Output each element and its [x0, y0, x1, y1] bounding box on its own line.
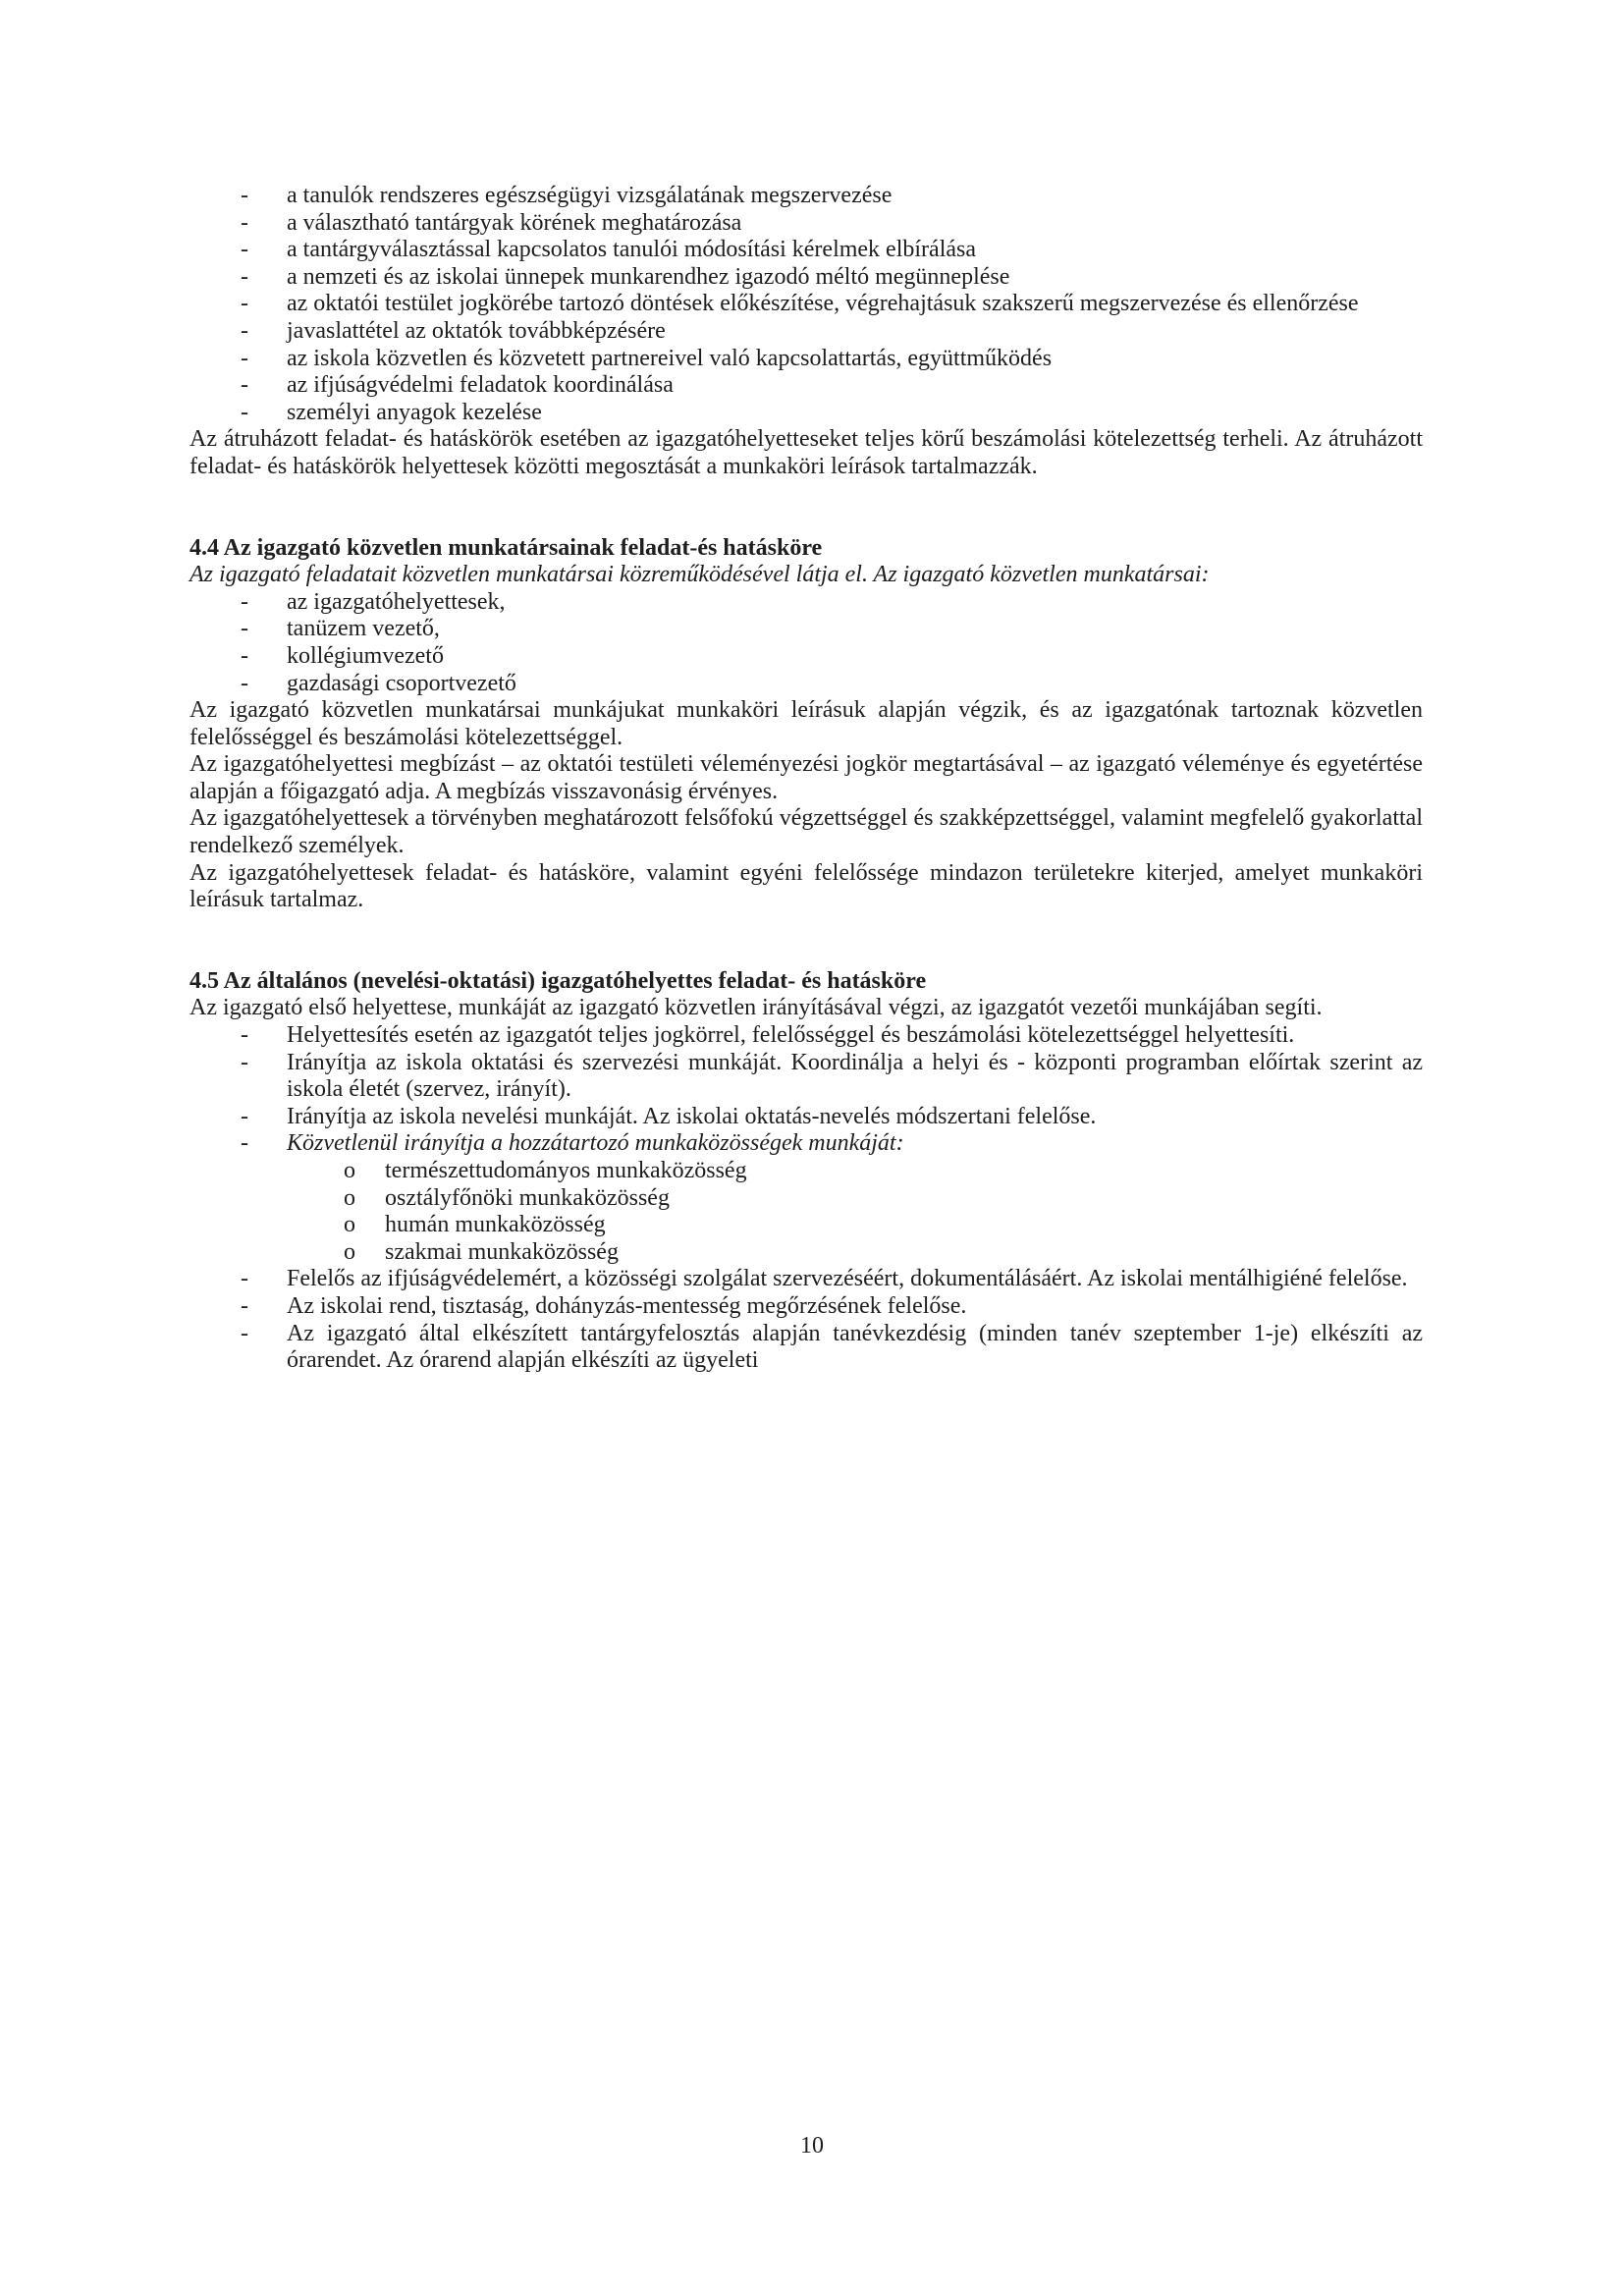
- list-item: - kollégiumvezető: [241, 642, 444, 669]
- circle-bullet: o: [344, 1158, 355, 1183]
- transfer-paragraph: Az átruházott feladat- és hatáskörök esetében az igazgatóhelyetteseket teljes körű beszámolási kötelezettség terheli. Az átruházott feladat- és hatáskörök helyettesek közötti megosztását a munkaköri leírások tartalmazzák.: [189, 426, 1423, 479]
- dash-bullet: -: [241, 670, 248, 696]
- list-item: - javaslattétel az oktatók továbbképzésére: [241, 317, 666, 344]
- list-item: - Irányítja az iskola nevelési munkáját. Az iskolai oktatás-nevelés módszertani felelőse.: [241, 1103, 1097, 1129]
- section-4-4-intro: Az igazgató feladatait közvetlen munkatársai közreműködésével látja el. Az igazgató közvetlen munkatársai:: [189, 562, 1210, 588]
- paragraph: Az igazgatóhelyettesek a törvényben meghatározott felsőfokú végzettséggel és szakképzettséggel, valamint megfelelő gyakorlattal rendelkező személyek.: [189, 805, 1423, 859]
- list-item: - Helyettesítés esetén az igazgatót teljes jogkörrel, felelősséggel és beszámolási kötelezettséggel helyettesíti.: [241, 1022, 1295, 1049]
- direct-staff-list: [189, 589, 1423, 697]
- list-item: - Az igazgató által elkészített tantárgyfelosztás alapján tanévkezdésig (minden tanév szeptember 1-je) elkészíti az órarendet. Az órarend alapján elkészíti az ügyeleti: [241, 1320, 1423, 1374]
- dash-bullet: -: [241, 1320, 248, 1346]
- sublist-item: o természettudományos munkaközösség: [344, 1158, 747, 1183]
- list-item: - Irányítja az iskola oktatási és szervezési munkáját. Koordinálja a helyi és - központi programban előírtak szerint az iskola életét (szervez, irányít).: [241, 1049, 1423, 1103]
- dash-bullet: -: [241, 1292, 248, 1319]
- dash-bullet: -: [241, 209, 248, 236]
- paragraph: Az igazgatóhelyettesi megbízást – az oktatói testületi véleményezési jogkör megtartásával – az igazgató véleménye és egyetértése alapján a főigazgató adja. A megbízás visszavonásig érvényes.: [189, 751, 1423, 804]
- spacer: [189, 481, 1423, 535]
- responsibilities-list: [189, 183, 1423, 426]
- section-heading-4-5: 4.5 Az általános (nevelési-oktatási) igazgatóhelyettes feladat- és hatásköre: [189, 967, 927, 994]
- dash-bullet: -: [241, 1049, 248, 1075]
- dash-bullet: -: [241, 183, 248, 208]
- list-item: - az iskola közvetlen és közvetett partnereivel való kapcsolattartás, együttműködés: [241, 345, 1053, 371]
- list-item: - Közvetlenül irányítja a hozzátartozó munkaközösségek munkáját: o természettudományos munkaközösség o osztályfőnöki munkaközösség o humán munkaközösség o szakmai munkaközösség: [189, 1130, 1423, 1266]
- sublist-item: o humán munkaközösség: [344, 1212, 606, 1238]
- work-communities-sublist: [189, 1158, 1423, 1266]
- dash-bullet: -: [241, 263, 248, 290]
- list-item: - gazdasági csoportvezető: [241, 670, 516, 696]
- sublist-item: o osztályfőnöki munkaközösség: [344, 1184, 670, 1211]
- list-item: - a nemzeti és az iskolai ünnepek munkarendhez igazodó méltó megünneplése: [241, 263, 1010, 290]
- circle-bullet: o: [344, 1212, 355, 1238]
- dash-bullet: -: [241, 1130, 248, 1157]
- list-item: - az oktatói testület jogkörébe tartozó döntések előkészítése, végrehajtásuk szakszerű megszervezése és ellenőrzése: [241, 291, 1359, 317]
- list-item: - az ifjúságvédelmi feladatok koordinálása: [241, 372, 674, 399]
- section-4-5-intro: Az igazgató első helyettese, munkáját az igazgató közvetlen irányításával végzi, az igazgatót vezetői munkájában segíti.: [189, 995, 1323, 1021]
- dash-bullet: -: [241, 399, 248, 425]
- list-item: - Felelős az ifjúságvédelemért, a közösségi szolgálat szervezéséért, dokumentálásáért. Az iskolai mentálhigiéné felelőse.: [241, 1266, 1408, 1292]
- circle-bullet: o: [344, 1238, 355, 1265]
- sublist-item: o szakmai munkaközösség: [344, 1238, 619, 1265]
- dash-bullet: -: [241, 616, 248, 642]
- circle-bullet: o: [344, 1184, 355, 1211]
- dash-bullet: -: [241, 372, 248, 399]
- dash-bullet: -: [241, 588, 248, 615]
- list-item: - tanüzem vezető,: [241, 616, 440, 642]
- spacer: [189, 914, 1423, 968]
- dash-bullet: -: [241, 1022, 248, 1049]
- dash-bullet: -: [241, 1103, 248, 1129]
- deputy-duties-list: [189, 1022, 1423, 1375]
- list-item: - személyi anyagok kezelése: [241, 399, 542, 425]
- section-heading-4-4: 4.4 Az igazgató közvetlen munkatársainak feladat-és hatásköre: [189, 534, 823, 561]
- list-item: - a tantárgyválasztással kapcsolatos tanulói módosítási kérelmek elbírálása: [241, 237, 976, 263]
- paragraph: Az igazgatóhelyettesek feladat- és hatásköre, valamint egyéni felelőssége mindazon területekre kiterjed, amelyet munkaköri leírásuk tartalmaz.: [189, 859, 1423, 913]
- list-item: - a tanulók rendszeres egészségügyi vizsgálatának megszervezése: [241, 183, 893, 208]
- dash-bullet: -: [241, 642, 248, 669]
- list-item: - az igazgatóhelyettesek,: [241, 588, 506, 615]
- list-item: - a választható tantárgyak körének meghatározása: [241, 209, 742, 236]
- paragraph: Az igazgató közvetlen munkatársai munkájukat munkaköri leírásuk alapján végzik, és az igazgatónak tartoznak közvetlen felelősséggel és beszámolási kötelezettséggel.: [189, 697, 1423, 750]
- page-number: 10: [800, 2133, 824, 2159]
- list-item: - Az iskolai rend, tisztaság, dohányzás-mentesség megőrzésének felelőse.: [241, 1292, 967, 1319]
- dash-bullet: -: [241, 345, 248, 371]
- page-content: [189, 183, 1423, 1375]
- dash-bullet: -: [241, 317, 248, 344]
- dash-bullet: -: [241, 291, 248, 317]
- dash-bullet: -: [241, 1266, 248, 1292]
- dash-bullet: -: [241, 237, 248, 263]
